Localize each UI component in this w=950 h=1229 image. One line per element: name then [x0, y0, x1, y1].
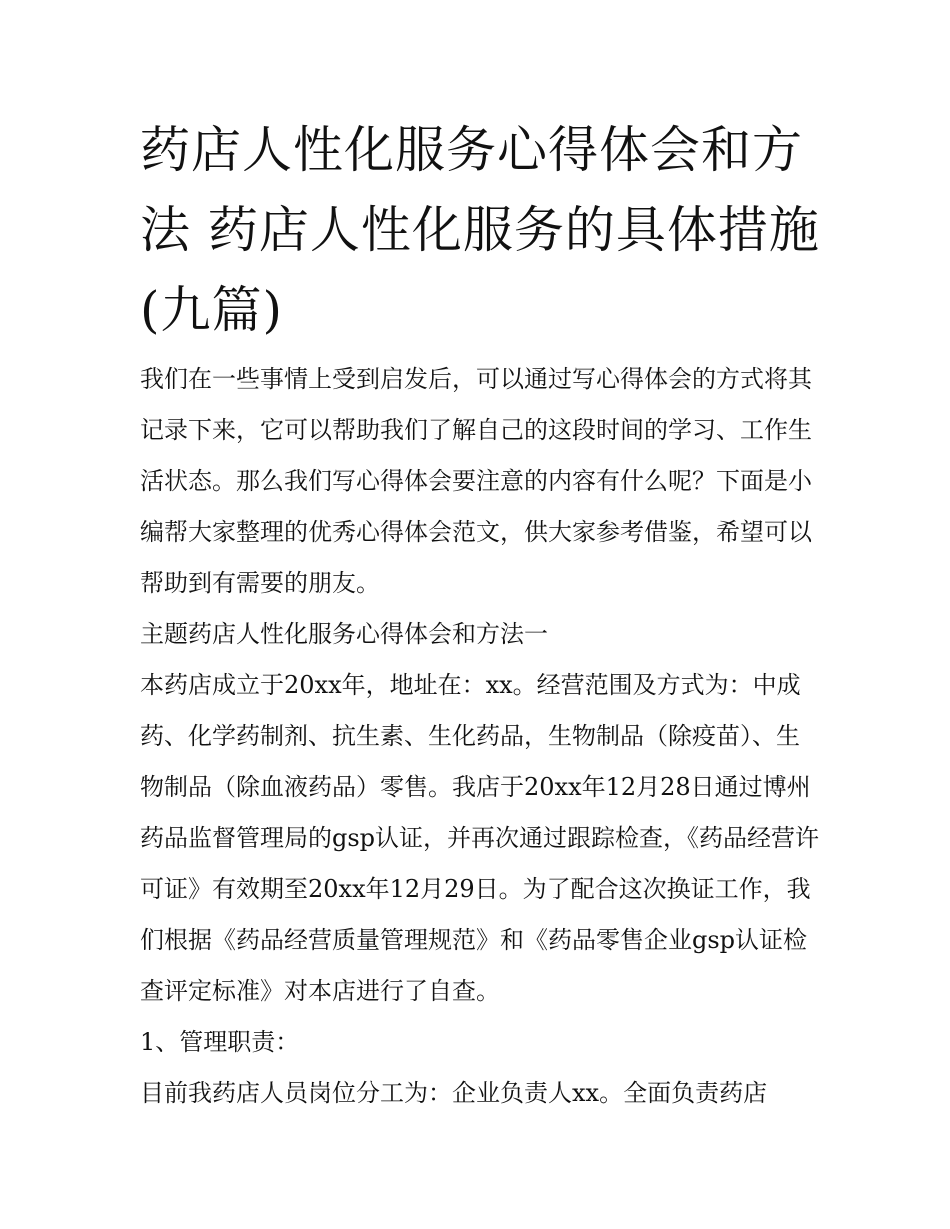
last-line: 目前我药店人员岗位分工为：企业负责人xx。全面负责药店	[140, 1079, 768, 1107]
body-paragraph: 本药店成立于20xx年，地址在：xx。经营范围及方式为：中成药、化学药制剂、抗生素、生化药品，生物制品（除疫苗）、生物制品（除血液药品）零售。我店于20xx年12月28日通过博州药品监督管理局的gsp认证，并再次通过跟踪检查，《药品经营许可证》有效期至20xx年12月29日。为了配合这次换证工作，我们根据《药品经营质量管理规范》和《药品零售企业gsp认证检查评定标准》对本店进行了自查。	[140, 671, 820, 1005]
document-title: 药店人性化服务心得体会和方法 药店人性化服务的具体措施(九篇)	[140, 121, 820, 339]
item-heading: 1、管理职责：	[140, 1028, 300, 1056]
intro-paragraph: 我们在一些事情上受到启发后，可以通过写心得体会的方式将其记录下来，它可以帮助我们了解自己的这段时间的学习、工作生活状态。那么我们写心得体会要注意的内容有什么呢？下面是小编帮大家整理的优秀心得体会范文，供大家参考借鉴，希望可以帮助到有需要的朋友。	[140, 365, 812, 597]
section-heading: 主题药店人性化服务心得体会和方法一	[140, 620, 548, 648]
document-page	[140, 110, 820, 1119]
